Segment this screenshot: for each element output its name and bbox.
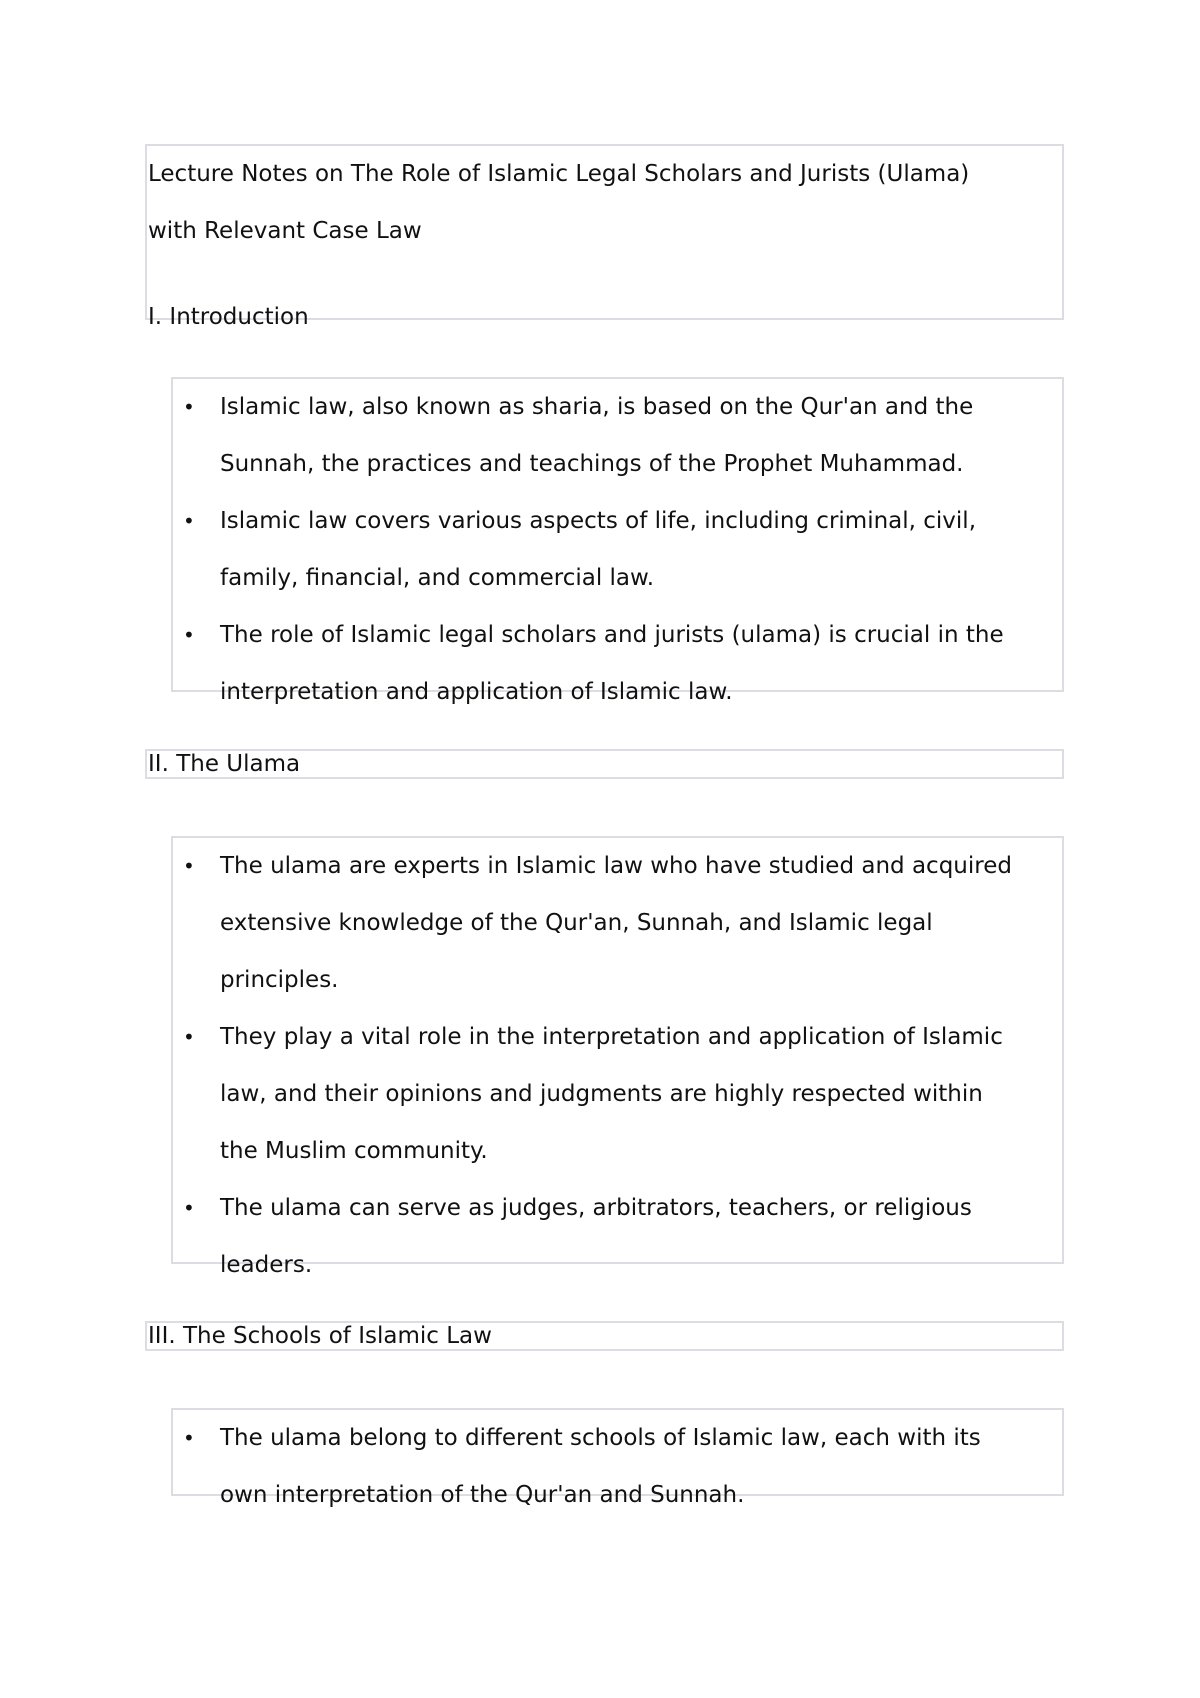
list-item: [173, 1410, 1062, 1524]
document-title-line-1: Lecture Notes on The Role of Islamic Legal Scholars and Jurists (Ulama): [148, 161, 970, 187]
list-item: [173, 1009, 1062, 1180]
section-heading-introduction: I. Introduction: [148, 304, 309, 330]
section-heading-box: [145, 749, 1064, 779]
list-item-line: Sunnah, the practices and teachings of the Prophet Muhammad.: [220, 451, 964, 477]
list-item-line: principles.: [220, 967, 339, 993]
bullet-icon: •: [183, 395, 195, 419]
section-heading-schools: III. The Schools of Islamic Law: [148, 1323, 492, 1349]
list-item: [173, 1180, 1062, 1294]
list-item-line: They play a vital role in the interpretation and application of Islamic: [220, 1024, 1003, 1050]
bullet-icon: •: [183, 623, 195, 647]
list-item-line: The role of Islamic legal scholars and jurists (ulama) is crucial in the: [220, 622, 1004, 648]
list-item: [173, 838, 1062, 1009]
list-item-line: The ulama can serve as judges, arbitrators, teachers, or religious: [220, 1195, 972, 1221]
list-item-line: The ulama belong to different schools of Islamic law, each with its: [220, 1425, 981, 1451]
list-item-line: family, financial, and commercial law.: [220, 565, 655, 591]
section-heading-ulama: II. The Ulama: [148, 751, 301, 777]
list-item-line: own interpretation of the Qur'an and Sunnah.: [220, 1482, 745, 1508]
ulama-bullet-list: [171, 836, 1064, 1278]
schools-bullet-list: [171, 1408, 1064, 1508]
bullet-icon: •: [183, 1426, 195, 1450]
section-heading-box: [145, 1321, 1064, 1351]
list-item: [173, 493, 1062, 607]
list-item: [173, 379, 1062, 493]
list-item-line: The ulama are experts in Islamic law who have studied and acquired: [220, 853, 1012, 879]
list-item-line: Islamic law covers various aspects of life, including criminal, civil,: [220, 508, 977, 534]
bullet-icon: •: [183, 1196, 195, 1220]
introduction-bullet-list: [171, 377, 1064, 705]
list-item-line: interpretation and application of Islamic law.: [220, 679, 733, 705]
list-item-line: law, and their opinions and judgments are highly respected within: [220, 1081, 983, 1107]
bullet-icon: •: [183, 854, 195, 878]
title-block: [145, 144, 1064, 330]
list-item: [173, 607, 1062, 721]
bullet-icon: •: [183, 1025, 195, 1049]
list-item-line: the Muslim community.: [220, 1138, 488, 1164]
bullet-icon: •: [183, 509, 195, 533]
list-item-line: Islamic law, also known as sharia, is based on the Qur'an and the: [220, 394, 974, 420]
document-title-line-2: with Relevant Case Law: [148, 218, 422, 244]
list-item-line: extensive knowledge of the Qur'an, Sunnah, and Islamic legal: [220, 910, 933, 936]
list-item-line: leaders.: [220, 1252, 313, 1278]
